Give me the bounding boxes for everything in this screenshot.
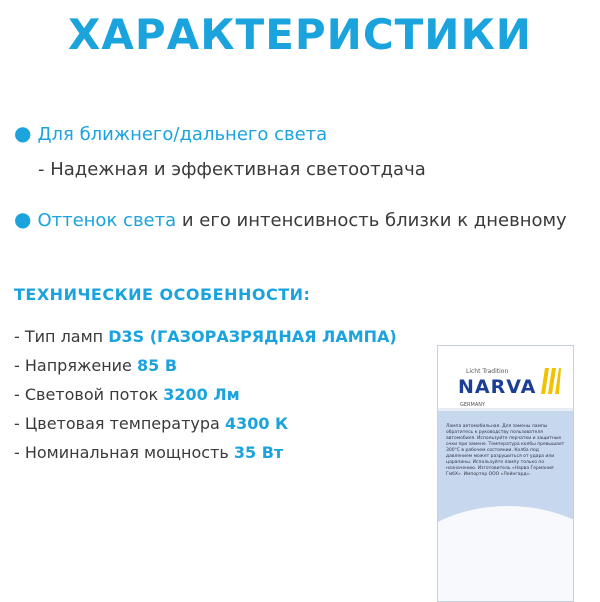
package-country: GERMANY <box>460 402 486 408</box>
spec-lamp-type: - Тип ламп D3S (ГАЗОРАЗРЯДНАЯ ЛАМПА) <box>14 327 397 346</box>
bullet-dot-icon: ● <box>14 207 32 231</box>
spec-luminous-flux: - Световой поток 3200 Лм <box>14 385 240 404</box>
bullet-dot-icon: ● <box>14 121 32 145</box>
bullet-hue-rest: и его интенсивность близки к дневному <box>176 210 567 231</box>
product-package <box>437 345 574 602</box>
bullet-hue <box>14 207 567 231</box>
spec-color-temperature: - Цветовая температура 4300 К <box>14 414 289 433</box>
spec-power: - Номинальная мощность 35 Вт <box>14 443 284 462</box>
sub-bullet-output: - Надежная и эффективная светоотдача <box>38 159 426 180</box>
page-title: ХАРАКТЕРИСТИКИ <box>68 10 532 59</box>
package-tagline: Licht Tradition <box>466 368 509 375</box>
package-fine-print: Лампа автомобильная. Для замены лампы обратитесь к руководству пользователя автомобиля. Используйте перчатки и защитные очки при замене. Температура колбы превышает 300°С в рабочем состоянии. Колба под давлением может разрушиться от удара или царапины. Используйте лампу только по назначению. Изготовитель «Нарва Германия ГмбХ». Импортер ООО «Лейнгард». <box>446 424 565 477</box>
package-wave <box>437 506 574 602</box>
narva-logo: NARVA <box>458 376 537 398</box>
bullet-hue-accent: Оттенок света <box>37 210 177 231</box>
bullet-beam-accent: Для ближнего/дальнего света <box>37 124 328 145</box>
bullet-beam <box>14 121 327 145</box>
narva-stripes-icon <box>541 368 561 394</box>
section-title: ТЕХНИЧЕСКИЕ ОСОБЕННОСТИ: <box>14 285 311 304</box>
spec-voltage: - Напряжение 85 В <box>14 356 178 375</box>
